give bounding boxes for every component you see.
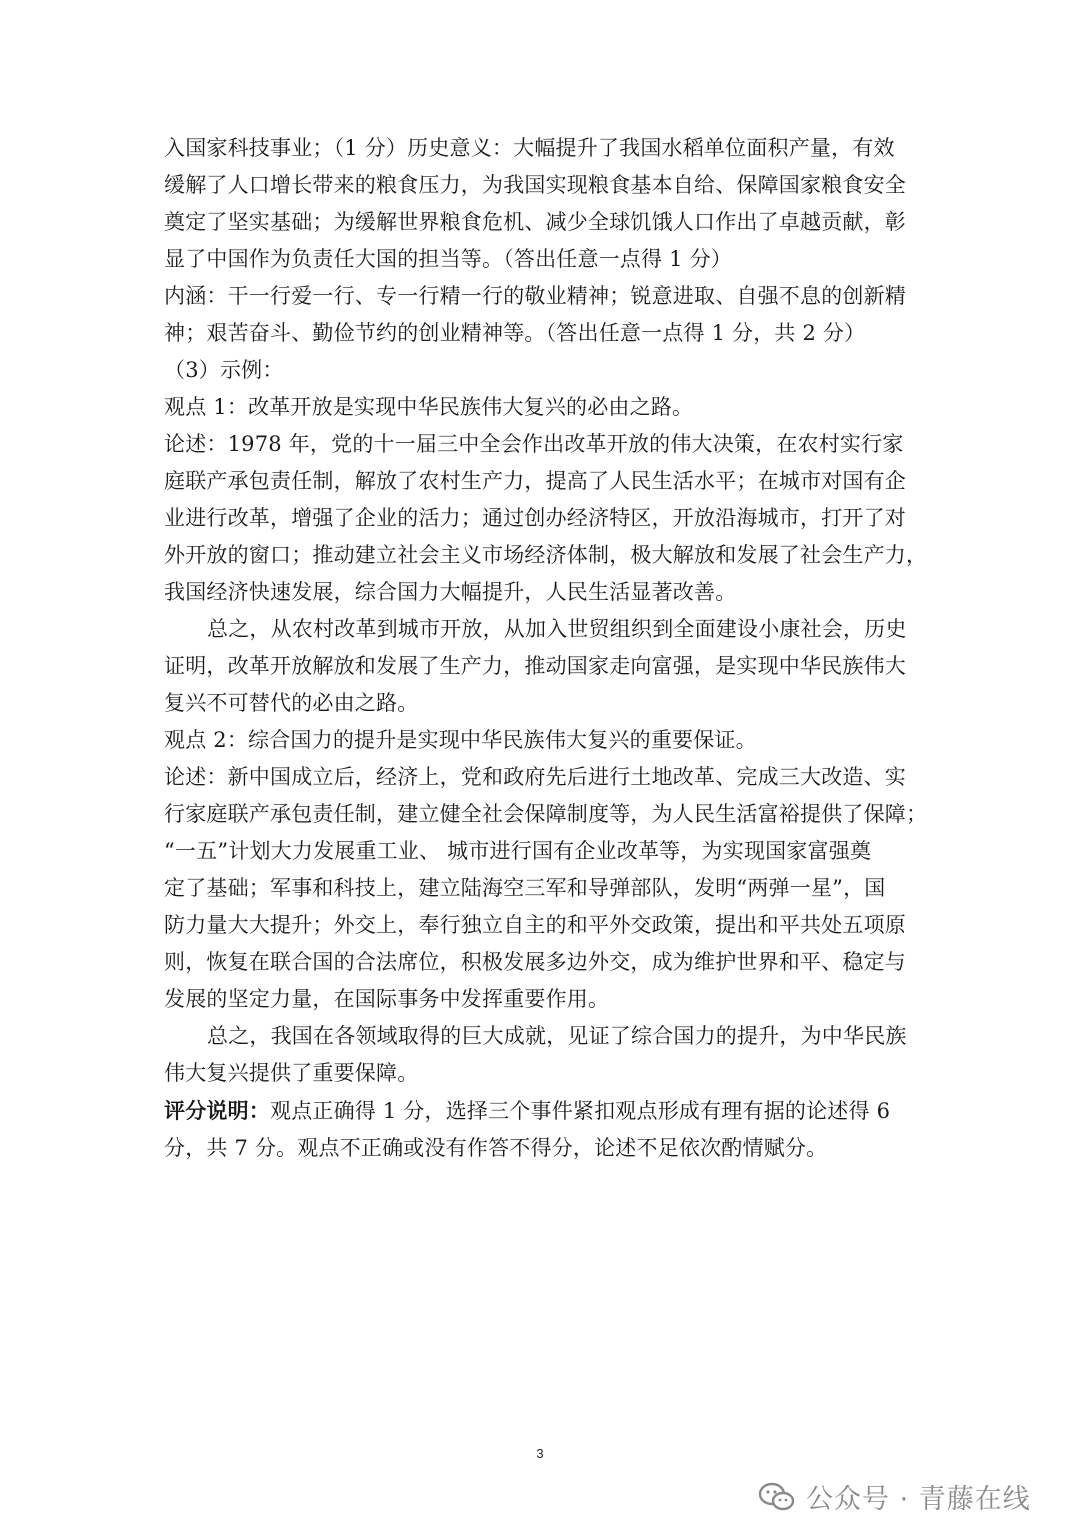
text-line: 论述：新中国成立后，经济上，党和政府先后进行土地改革、完成三大改造、实: [164, 765, 906, 789]
viewpoint-2: 观点 2：综合国力的提升是实现中华民族伟大复兴的重要保证。: [164, 728, 757, 752]
text-line: “一五”计划大力发展重工业、 城市进行国有企业改革等，为实现国家富强奠: [164, 839, 872, 863]
document-body: [164, 130, 928, 1167]
viewpoint-1: 观点 1：改革开放是实现中华民族伟大复兴的必由之路。: [164, 395, 694, 419]
watermark-text: 公众号 · 青藤在线: [806, 1484, 1031, 1515]
text-line: 奠定了坚实基础；为缓解世界粮食危机、减少全球饥饿人口作出了卓越贡献，彰: [164, 210, 906, 234]
page-number: 3: [536, 1446, 544, 1461]
text-line: 内涵：干一行爱一行、专一行精一行的敬业精神；锐意进取、自强不息的创新精: [164, 284, 906, 308]
text-line: 缓解了人口增长带来的粮食压力，为我国实现粮食基本自给、保障国家粮食安全: [164, 173, 906, 197]
text-line: 神；艰苦奋斗、勤俭节约的创业精神等。（答出任意一点得 1 分，共 2 分）: [164, 321, 866, 345]
scoring-text: 观点正确得 1 分，选择三个事件紧扣观点形成有理有据的论述得 6: [270, 1099, 891, 1123]
text-line: 发展的坚定力量，在国际事务中发挥重要作用。: [164, 987, 610, 1011]
text-line: 防力量大大提升；外交上，奉行独立自主的和平外交政策，提出和平共处五项原: [164, 913, 906, 937]
wechat-icon: [758, 1482, 796, 1512]
text-line: 我国经济快速发展，综合国力大幅提升，人民生活显著改善。: [164, 580, 737, 604]
section-label: （3）示例：: [164, 358, 284, 382]
text-line: 复兴不可替代的必由之路。: [164, 691, 419, 715]
text-line: 论述：1978 年，党的十一届三中全会作出改革开放的伟大决策，在农村实行家: [164, 432, 904, 456]
text-line: 业进行改革，增强了企业的活力；通过创办经济特区，开放沿海城市，打开了对: [164, 506, 906, 530]
text-line: 外开放的窗口；推动建立社会主义市场经济体制，极大解放和发展了社会生产力，: [164, 543, 928, 567]
text-line: 行家庭联产承包责任制，建立健全社会保障制度等，为人民生活富裕提供了保障；: [164, 802, 928, 826]
watermark: [758, 1477, 1031, 1516]
text-line: 入国家科技事业；（1 分）历史意义：大幅提升了我国水稻单位面积产量，有效: [164, 136, 895, 160]
text-line: 证明，改革开放解放和发展了生产力，推动国家走向富强，是实现中华民族伟大: [164, 654, 906, 678]
text-line: 伟大复兴提供了重要保障。: [164, 1061, 419, 1085]
text-line: 分，共 7 分。观点不正确或没有作答不得分，论述不足依次酌情赋分。: [164, 1136, 828, 1160]
text-line: 定了基础；军事和科技上，建立陆海空三军和导弹部队，发明“两弹一星”，国: [164, 876, 886, 900]
text-line: 显了中国作为负责任大国的担当等。（答出任意一点得 1 分）: [164, 247, 733, 271]
text-line: 则，恢复在联合国的合法席位，积极发展多边外交，成为维护世界和平、稳定与: [164, 950, 906, 974]
text-line: 总之，从农村改革到城市开放，从加入世贸组织到全面建设小康社会，历史: [207, 617, 907, 641]
text-line: 庭联产承包责任制，解放了农村生产力，提高了人民生活水平；在城市对国有企: [164, 469, 906, 493]
scoring-label: 评分说明：: [164, 1098, 270, 1123]
text-line: 总之，我国在各领域取得的巨大成就，见证了综合国力的提升，为中华民族: [207, 1024, 907, 1048]
scoring-line: [164, 1092, 924, 1130]
